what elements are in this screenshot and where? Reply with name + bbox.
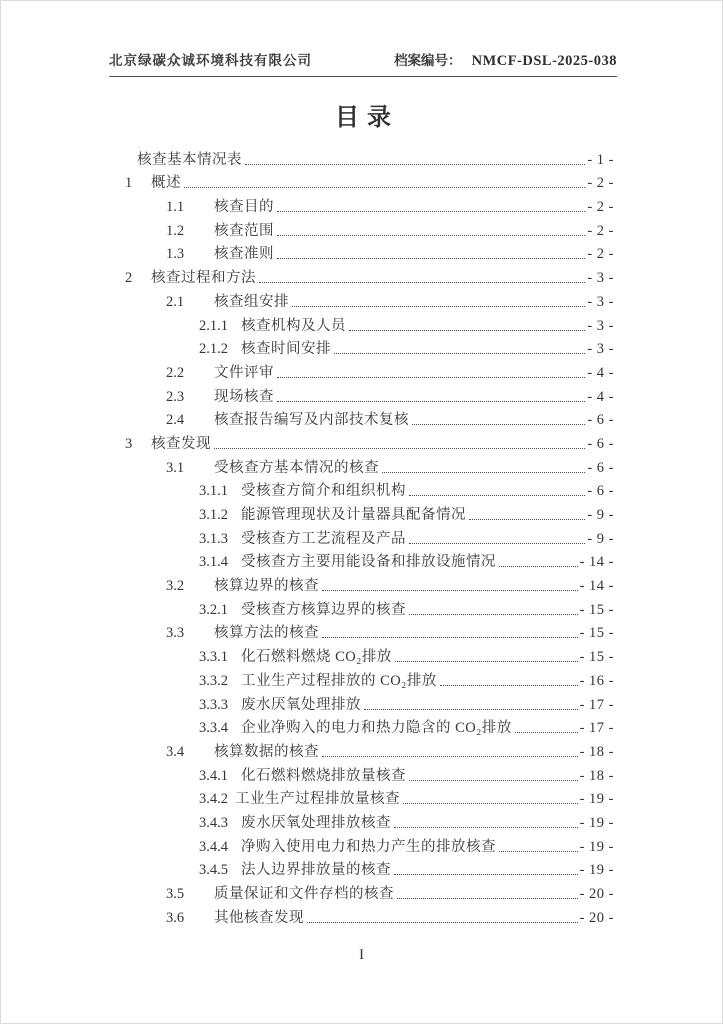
toc-entry — [109, 406, 614, 430]
toc-entry-number: 3.4.3 — [199, 814, 228, 831]
toc-entry — [109, 808, 614, 832]
toc-entry-page: - 3 - — [587, 270, 614, 287]
dot-leader — [307, 922, 578, 923]
toc-entry-number: 2.2 — [166, 364, 185, 381]
toc-entry-title: 现场核查 — [214, 388, 274, 405]
toc-entry-page: - 19 - — [579, 862, 614, 879]
toc-entry-number: 2.1 — [166, 293, 185, 310]
dot-leader — [394, 827, 578, 828]
dot-leader — [322, 637, 578, 638]
toc-entry-number: 3.1.3 — [199, 530, 228, 547]
dot-leader — [409, 780, 578, 781]
toc-entry — [109, 595, 614, 619]
toc-entry-title: 受核查方核算边界的核查 — [241, 601, 406, 618]
toc-entry-page: - 18 - — [579, 767, 614, 784]
toc-entry — [109, 548, 614, 572]
toc-entry-page: - 18 - — [579, 743, 614, 760]
toc-entry-number: 3.1.4 — [199, 554, 228, 571]
dot-leader — [395, 661, 578, 662]
dot-leader — [499, 566, 578, 567]
toc-entry — [109, 169, 614, 193]
toc-entry-title: 核算方法的核查 — [214, 625, 319, 642]
toc-entry-title: 受核查方工艺流程及产品 — [241, 530, 406, 547]
toc-entry-title: 核查准则 — [214, 246, 274, 263]
toc-entry-number: 3.1.2 — [199, 507, 228, 523]
archive-number-group — [394, 49, 617, 70]
toc-entry — [109, 358, 614, 382]
toc-entry — [109, 145, 614, 169]
toc-entry-number: 1.3 — [166, 246, 185, 263]
toc-entry-title: 质量保证和文件存档的核查 — [214, 886, 394, 902]
toc-entry-number: 3.4.2 — [199, 791, 228, 808]
dot-leader — [394, 874, 578, 875]
toc-entry — [109, 263, 614, 287]
toc-entry — [109, 856, 614, 880]
toc-entry — [109, 761, 614, 785]
dot-leader — [322, 590, 578, 591]
dot-leader — [469, 519, 585, 520]
toc-entry-page: - 9 - — [587, 530, 614, 547]
toc-entry-title: 核查组安排 — [214, 293, 289, 310]
toc-entry-page: - 3 - — [587, 293, 614, 310]
toc-entry-number: 1.1 — [166, 199, 185, 216]
toc-entry-page: - 14 - — [579, 578, 614, 595]
dot-leader — [259, 282, 585, 283]
toc-entry — [109, 335, 614, 359]
toc-entry-number: 3.2 — [166, 578, 185, 595]
toc-entry-number: 3 — [125, 435, 133, 452]
toc-entry-title: 概述 — [151, 175, 181, 192]
toc-entry-number: 2.1.1 — [199, 317, 228, 334]
dot-leader — [382, 472, 585, 473]
toc-entry-page: - 3 - — [587, 317, 614, 334]
toc-entry — [109, 714, 614, 738]
toc-entry-number: 2.4 — [166, 412, 185, 429]
toc-entry-title: 核查范围 — [214, 222, 274, 239]
toc-entry-page: - 2 - — [587, 199, 614, 216]
archive-number-label: 档案编号： — [394, 53, 462, 68]
toc-entry-title: 核算数据的核查 — [214, 743, 319, 760]
toc-entry — [109, 642, 614, 666]
toc-entry — [109, 619, 614, 643]
dot-leader — [409, 495, 585, 496]
toc-entry — [109, 785, 614, 809]
toc-entry — [109, 240, 614, 264]
dot-leader — [397, 898, 578, 899]
toc-entry-title: 其他核查发现 — [214, 909, 304, 926]
toc-entry-number: 3.3.3 — [199, 696, 228, 713]
toc-entry-title: 工业生产过程排放量核查 — [235, 791, 400, 808]
toc-entry — [109, 192, 614, 216]
toc-entry-title: 文件评审 — [214, 364, 274, 381]
toc-entry-title: 核查机构及人员 — [241, 317, 346, 334]
footer-page-number: I — [359, 947, 364, 963]
toc-entry-title: 核查时间安排 — [241, 341, 331, 358]
toc-entry-page: - 20 - — [579, 886, 614, 902]
toc-entry — [109, 690, 614, 714]
dot-leader — [403, 803, 578, 804]
dot-leader — [245, 164, 585, 165]
dot-leader — [364, 709, 578, 710]
toc-entry-number: 3.4.1 — [199, 767, 228, 784]
toc-entry-number: 3.3.4 — [199, 720, 228, 737]
toc-entry-title: 工业生产过程排放的 CO₂排放 — [241, 672, 437, 689]
dot-leader — [277, 211, 585, 212]
toc-entry-page: - 15 - — [579, 601, 614, 618]
toc-entry-title: 化石燃料燃烧排放量核查 — [241, 767, 406, 784]
toc-entry-page: - 17 - — [579, 720, 614, 737]
toc-entry-page: - 19 - — [579, 791, 614, 808]
document-header — [109, 49, 617, 77]
dot-leader — [349, 330, 585, 331]
dot-leader — [277, 377, 585, 378]
toc-list — [109, 145, 617, 927]
dot-leader — [184, 187, 585, 188]
toc-entry-page: - 4 - — [587, 388, 614, 405]
toc-entry-title: 能源管理现状及计量器具配备情况 — [241, 507, 466, 523]
toc-entry-title: 核查目的 — [214, 199, 274, 216]
toc-entry-page: - 3 - — [587, 341, 614, 358]
dot-leader — [292, 306, 585, 307]
toc-entry-number: 3.1 — [166, 459, 185, 476]
toc-entry-title: 受核查方简介和组织机构 — [241, 483, 406, 500]
toc-entry — [109, 311, 614, 335]
toc-entry — [109, 500, 614, 524]
toc-entry — [109, 477, 614, 501]
toc-entry-page: - 2 - — [587, 246, 614, 263]
dot-leader — [499, 851, 578, 852]
archive-number-value: NMCF-DSL-2025-038 — [471, 53, 617, 69]
dot-leader — [322, 756, 578, 757]
toc-entry-title: 核查基本情况表 — [137, 151, 242, 168]
toc-entry — [109, 879, 614, 903]
toc-entry-title: 企业净购入的电力和热力隐含的 CO₂排放 — [241, 720, 512, 737]
dot-leader — [277, 401, 585, 402]
toc-entry-title: 受核查方基本情况的核查 — [214, 459, 379, 476]
toc-entry — [109, 737, 614, 761]
toc-entry-page: - 6 - — [587, 483, 614, 500]
dot-leader — [412, 424, 585, 425]
toc-entry-number: 2 — [125, 270, 133, 287]
toc-entry-page: - 9 - — [587, 507, 614, 523]
dot-leader — [214, 448, 585, 449]
toc-entry — [109, 453, 614, 477]
toc-entry-page: - 19 - — [579, 814, 614, 831]
dot-leader — [277, 235, 585, 236]
toc-entry-page: - 6 - — [587, 459, 614, 476]
toc-page-title: 目录 — [335, 105, 399, 131]
toc-entry-title: 废水厌氧处理排放核查 — [241, 814, 391, 831]
toc-entry-page: - 16 - — [579, 672, 614, 689]
toc-entry-number: 3.4.4 — [199, 838, 228, 855]
toc-entry — [109, 382, 614, 406]
company-name: 北京绿碳众诚环境科技有限公司 — [109, 53, 312, 68]
toc-entry — [109, 429, 614, 453]
dot-leader — [409, 614, 578, 615]
toc-entry-page: - 15 - — [579, 625, 614, 642]
toc-entry-number: 3.3.1 — [199, 649, 228, 666]
toc-entry-number: 3.1.1 — [199, 483, 228, 500]
toc-entry-title: 法人边界排放量的核查 — [241, 862, 391, 879]
toc-entry — [109, 216, 614, 240]
toc-entry-title: 核查发现 — [151, 435, 211, 452]
toc-entry-title: 废水厌氧处理排放 — [241, 696, 361, 713]
toc-entry-number: 3.6 — [166, 909, 185, 926]
toc-entry-number: 3.2.1 — [199, 601, 228, 618]
toc-entry-page: - 19 - — [579, 838, 614, 855]
dot-leader — [409, 543, 585, 544]
toc-entry-title: 受核查方主要用能设备和排放设施情况 — [241, 554, 496, 571]
toc-entry-title: 化石燃料燃烧 CO₂排放 — [241, 649, 392, 666]
toc-entry-title: 核算边界的核查 — [214, 578, 319, 595]
toc-entry — [109, 287, 614, 311]
toc-entry-page: - 15 - — [579, 649, 614, 666]
toc-entry-number: 3.3 — [166, 625, 185, 642]
toc-entry-page: - 6 - — [587, 412, 614, 429]
toc-entry — [109, 666, 614, 690]
toc-entry — [109, 832, 614, 856]
dot-leader — [277, 258, 585, 259]
toc-entry-title: 核查过程和方法 — [151, 270, 256, 287]
toc-entry-number: 3.4.5 — [199, 862, 228, 879]
toc-entry — [109, 571, 614, 595]
toc-entry-number: 3.5 — [166, 886, 185, 902]
toc-entry — [109, 903, 614, 927]
dot-leader — [440, 685, 578, 686]
toc-entry-number: 1.2 — [166, 222, 185, 239]
toc-entry-page: - 1 - — [587, 151, 614, 168]
toc-entry-title: 核查报告编写及内部技术复核 — [214, 412, 409, 429]
toc-entry-number: 2.3 — [166, 388, 185, 405]
toc-entry-page: - 2 - — [587, 175, 614, 192]
toc-entry — [109, 524, 614, 548]
toc-entry-page: - 6 - — [587, 435, 614, 452]
toc-entry-page: - 17 - — [579, 696, 614, 713]
toc-entry-number: 1 — [125, 175, 133, 192]
toc-entry-number: 2.1.2 — [199, 341, 228, 358]
toc-entry-title: 净购入使用电力和热力产生的排放核查 — [241, 838, 496, 855]
toc-entry-page: - 2 - — [587, 222, 614, 239]
toc-entry-number: 3.4 — [166, 743, 185, 760]
dot-leader — [515, 732, 578, 733]
toc-entry-page: - 4 - — [587, 364, 614, 381]
toc-entry-page: - 14 - — [579, 554, 614, 571]
toc-entry-page: - 20 - — [579, 909, 614, 926]
toc-entry-number: 3.3.2 — [199, 672, 228, 689]
dot-leader — [334, 353, 585, 354]
